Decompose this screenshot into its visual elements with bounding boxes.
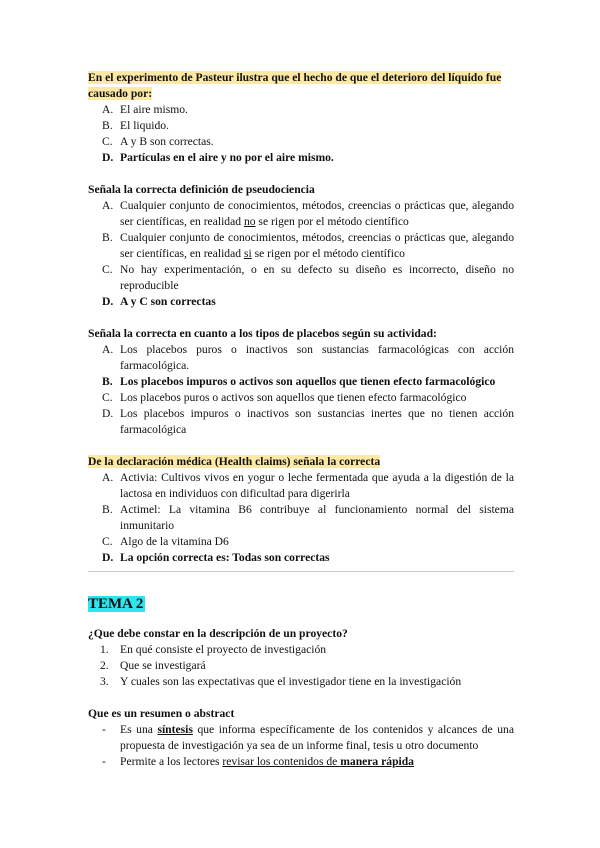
question-5-list (88, 642, 514, 690)
question-1-options (88, 102, 514, 166)
question-4-option-b: B. Actimel: La vitamina B6 contribuye al funcionamiento normal del sistema inmunitario (102, 503, 514, 532)
question-4-option-c: C. Algo de la vitamina D6 (102, 535, 229, 548)
section-heading-tema-2: TEMA 2 (88, 596, 144, 612)
question-3-option-c: C. Los placebos puros o activos son aquellos que tienen efecto farmacológico (102, 391, 467, 404)
question-2-option-a: A. Cualquier conjunto de conocimientos, métodos, creencias o prácticas que, alegando ser científicas, en realidad no se rigen por el método científico (102, 199, 514, 228)
question-3-options (88, 342, 514, 438)
question-5-title: ¿Que debe constar en la descripción de un proyecto? (88, 627, 348, 640)
question-6-item-2: - Permite a los lectores revisar los contenidos de manera rápida (102, 755, 414, 768)
question-6-item-1: - Es una síntesis que informa específicamente de los contenidos y alcances de una propuesta de investigación ya sea de un informe final, tesis u otro documento (102, 723, 514, 752)
question-3-title: Señala la correcta en cuanto a los tipos de placebos según su actividad: (88, 327, 437, 340)
question-3-option-b-correct: B. Los placebos impuros o activos son aquellos que tienen efecto farmacológico (102, 375, 496, 388)
document-content (88, 70, 514, 770)
section-divider (88, 571, 514, 572)
question-2-option-d-correct: D. A y C son correctas (102, 295, 216, 308)
question-5-item-2: 2. Que se investigará (100, 659, 206, 672)
question-2-options (88, 198, 514, 310)
question-3-option-d: D. Los placebos impuros o inactivos son sustancias inertes que no tienen acción farmacológica (102, 407, 514, 436)
question-1-option-d-correct: D. Partículas en el aire y no por el aire mismo. (102, 151, 334, 164)
question-2-option-b: B. Cualquier conjunto de conocimientos, métodos, creencias o prácticas que, alegando ser científicas, en realidad si se rigen por el método científico (102, 231, 514, 260)
question-1-option-c: C. A y B son correctas. (102, 135, 214, 148)
question-6-list (88, 722, 514, 770)
question-3-option-a: A. Los placebos puros o inactivos son sustancias farmacológicas con acción farmacológica. (102, 343, 514, 372)
question-4-title: De la declaración médica (Health claims) señala la correcta (88, 455, 381, 468)
question-1-title: En el experimento de Pasteur ilustra que el hecho de que el deterioro del líquido fue causado por: (88, 71, 502, 100)
question-4-option-d-correct: D. La opción correcta es: Todas son correctas (102, 551, 330, 564)
question-6-title: Que es un resumen o abstract (88, 707, 235, 720)
question-2-title: Señala la correcta definición de pseudociencia (88, 183, 315, 196)
question-5-item-1: 1. En qué consiste el proyecto de investigación (100, 643, 327, 656)
question-1-option-b: B. El liquido. (102, 119, 169, 132)
question-4-option-a: A. Activia: Cultivos vivos en yogur o leche fermentada que ayuda a la digestión de la lactosa en individuos con dificultad para digerirla (102, 471, 514, 500)
question-1-option-a: A. El aire mismo. (102, 103, 188, 116)
question-5-item-3: 3. Y cuales son las expectativas que el investigador tiene en la investigación (100, 675, 462, 688)
question-4-options (88, 470, 514, 566)
question-2-option-c: C. No hay experimentación, o en su defecto su diseño es incorrecto, diseño no reproducible (102, 263, 514, 292)
